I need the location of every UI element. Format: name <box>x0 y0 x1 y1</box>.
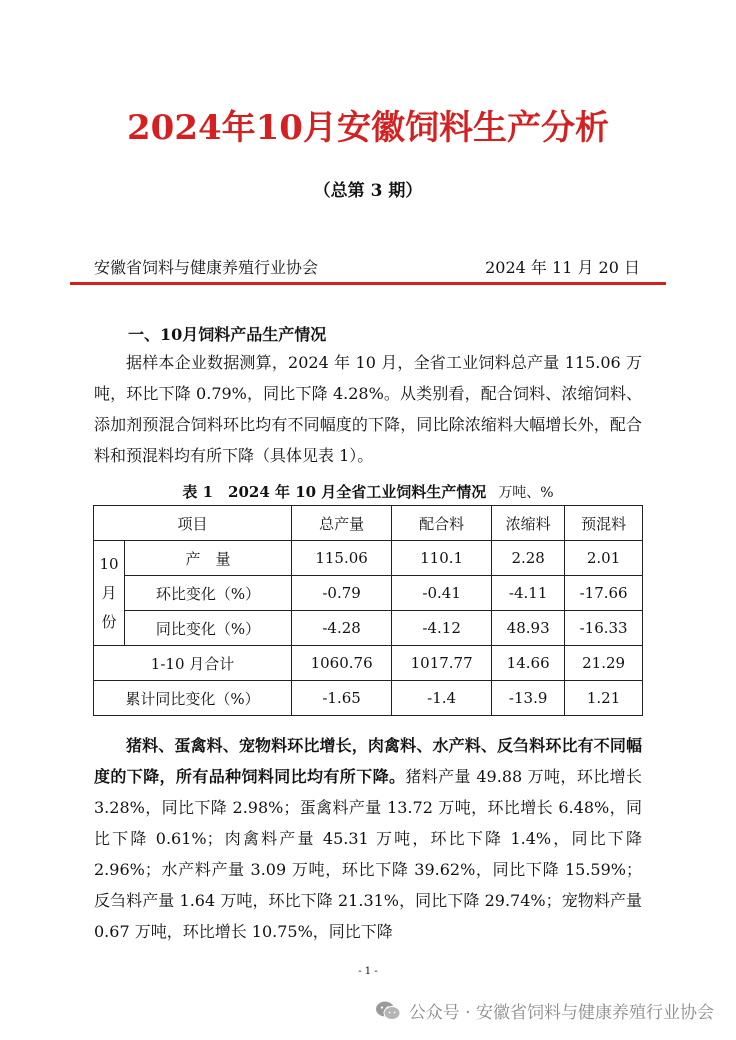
header-cell: 配合料 <box>392 506 492 541</box>
organization-name: 安徽省饲料与健康养殖行业协会 <box>94 258 319 277</box>
month-label-part: 月 <box>101 583 117 602</box>
header-cell: 浓缩料 <box>492 506 565 541</box>
month-label-part: 份 <box>101 612 117 631</box>
table-row <box>94 681 643 716</box>
table-unit: 万吨、% <box>498 485 554 501</box>
table-row <box>94 646 643 681</box>
issue-number: （总第 3 期） <box>313 181 423 201</box>
table-cell: 1017.77 <box>392 646 492 681</box>
table-cell: -1.4 <box>392 681 492 716</box>
table-cell: -4.12 <box>392 611 492 646</box>
row-label: 产 量 <box>125 541 292 576</box>
table-row <box>94 576 643 611</box>
wechat-watermark <box>375 998 714 1023</box>
header-divider <box>70 282 666 285</box>
row-label: 环比变化（%） <box>125 576 292 611</box>
table-cell: -4.11 <box>492 576 565 611</box>
table-row <box>94 541 643 576</box>
table-cell: -17.66 <box>565 576 643 611</box>
header-cell: 预混料 <box>565 506 643 541</box>
row-label: 同比变化（%） <box>125 611 292 646</box>
paragraph-2-lead: 猪料、蛋禽料、宠物料环比增长，肉禽料、水产料、反刍料环比有不同幅度的下降，所有品种饲料同比均有所下降。 <box>94 736 642 786</box>
table-cell: -13.9 <box>492 681 565 716</box>
table-cell: 2.28 <box>492 541 565 576</box>
table-cell: 21.29 <box>565 646 643 681</box>
paragraph-1: 据样本企业数据测算，2024 年 10 月，全省工业饲料总产量 115.06 万吨，环比下降 0.79%，同比下降 4.28%。从类别看，配合饲料、浓缩饲料、添加剂预混合饲料环比均有不同幅度的下降，同比除浓缩料大幅增长外，配合料和预混料均有所下降（具体见表 1）。 <box>94 353 642 465</box>
wechat-icon <box>375 1000 401 1022</box>
publish-date: 2024 年 11 月 20 日 <box>485 258 640 277</box>
table-cell: -4.28 <box>292 611 392 646</box>
table-cell: -1.65 <box>292 681 392 716</box>
table-cell: 2.01 <box>565 541 643 576</box>
table-cell: -16.33 <box>565 611 643 646</box>
table-cell: 1060.76 <box>292 646 392 681</box>
paragraph-2 <box>94 730 642 947</box>
watermark-text: 公众号 · 安徽省饲料与健康养殖行业协会 <box>408 1003 714 1023</box>
table-caption-title: 表 1 2024 年 10 月全省工业饲料生产情况 <box>182 483 487 501</box>
row-label: 1-10 月合计 <box>94 646 292 681</box>
table-cell: -0.79 <box>292 576 392 611</box>
header-cell: 总产量 <box>292 506 392 541</box>
month-label-part: 10 <box>99 554 119 573</box>
table-cell: 14.66 <box>492 646 565 681</box>
row-label: 累计同比变化（%） <box>94 681 292 716</box>
table-cell: 115.06 <box>292 541 392 576</box>
table-cell: 1.21 <box>565 681 643 716</box>
table-header-row <box>94 506 643 541</box>
document-title: 2024年10月安徽饲料生产分析 <box>127 108 609 148</box>
table-cell: -0.41 <box>392 576 492 611</box>
page-number: - 1 - <box>358 966 378 977</box>
paragraph-2-body: 猪料产量 49.88 万吨，环比增长 3.28%，同比下降 2.98%；蛋禽料产量 13.72 万吨，环比增长 6.48%，同比下降 0.61%；肉禽料产量 45.31 万吨，环比下降 1.4%，同比下降 2.96%；水产料产量 3.09 万吨，环比下降 39.62%，同比下降 15.59%；反刍料产量 1.64 万吨，环比下降 21.31%，同比下降 29.74%；宠物料产量 0.67 万吨，环比增长 10.75%，同比下降 <box>94 767 642 941</box>
header-cell: 项目 <box>94 506 292 541</box>
feed-production-table <box>93 505 643 716</box>
table-cell: 48.93 <box>492 611 565 646</box>
table-caption <box>0 481 736 502</box>
month-label <box>94 541 125 646</box>
section-title: 一、10月饲料产品生产情况 <box>128 325 327 344</box>
table-row <box>94 611 643 646</box>
table-cell: 110.1 <box>392 541 492 576</box>
